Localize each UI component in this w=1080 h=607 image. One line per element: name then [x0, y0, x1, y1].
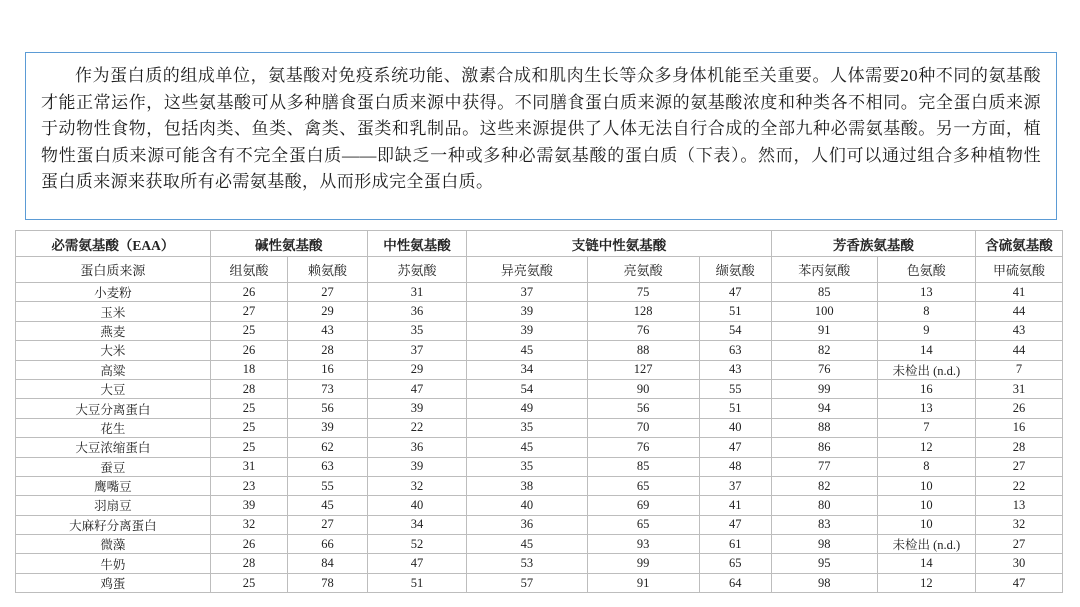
value-cell: 73 — [288, 379, 368, 398]
value-cell: 95 — [771, 554, 877, 573]
value-cell: 63 — [288, 457, 368, 476]
value-cell: 76 — [771, 360, 877, 379]
value-cell: 39 — [467, 302, 587, 321]
table-row — [16, 418, 1063, 437]
value-cell: 25 — [210, 418, 287, 437]
value-cell: 29 — [367, 360, 466, 379]
value-cell: 47 — [699, 283, 771, 302]
value-cell: 35 — [467, 457, 587, 476]
value-cell: 27 — [976, 535, 1063, 554]
value-cell: 51 — [699, 302, 771, 321]
protein-source-cell: 燕麦 — [16, 321, 211, 340]
value-cell: 93 — [587, 535, 699, 554]
table-row — [16, 321, 1063, 340]
value-cell: 45 — [288, 496, 368, 515]
value-cell: 55 — [699, 379, 771, 398]
value-cell: 44 — [976, 302, 1063, 321]
value-cell: 47 — [699, 438, 771, 457]
value-cell: 88 — [771, 418, 877, 437]
value-cell: 78 — [288, 573, 368, 592]
value-cell: 28 — [210, 379, 287, 398]
value-cell: 100 — [771, 302, 877, 321]
table-body — [16, 283, 1063, 593]
column-header-phenylalanine: 苯丙氨酸 — [771, 257, 877, 283]
value-cell: 47 — [699, 515, 771, 534]
value-cell: 49 — [467, 399, 587, 418]
value-cell: 63 — [699, 341, 771, 360]
value-cell: 32 — [367, 476, 466, 495]
value-cell: 43 — [288, 321, 368, 340]
value-cell: 39 — [367, 399, 466, 418]
table-row — [16, 496, 1063, 515]
value-cell: 85 — [771, 283, 877, 302]
value-cell: 88 — [587, 341, 699, 360]
value-cell: 127 — [587, 360, 699, 379]
value-cell: 54 — [467, 379, 587, 398]
value-cell: 27 — [288, 515, 368, 534]
value-cell: 90 — [587, 379, 699, 398]
value-cell: 82 — [771, 476, 877, 495]
table-group-header-row — [16, 231, 1063, 257]
value-cell: 39 — [367, 457, 466, 476]
value-cell: 51 — [699, 399, 771, 418]
value-cell: 85 — [587, 457, 699, 476]
value-cell: 62 — [288, 438, 368, 457]
table-row — [16, 379, 1063, 398]
value-cell: 34 — [367, 515, 466, 534]
value-cell: 66 — [288, 535, 368, 554]
value-cell: 22 — [367, 418, 466, 437]
value-cell: 65 — [699, 554, 771, 573]
value-cell: 16 — [288, 360, 368, 379]
value-cell: 57 — [467, 573, 587, 592]
table-row — [16, 399, 1063, 418]
protein-source-cell: 大麻籽分离蛋白 — [16, 515, 211, 534]
value-cell: 52 — [367, 535, 466, 554]
value-cell: 27 — [210, 302, 287, 321]
value-cell: 7 — [877, 418, 975, 437]
protein-source-cell: 小麦粉 — [16, 283, 211, 302]
value-cell: 51 — [367, 573, 466, 592]
value-cell: 82 — [771, 341, 877, 360]
value-cell: 31 — [976, 379, 1063, 398]
value-cell: 47 — [976, 573, 1063, 592]
table-row — [16, 283, 1063, 302]
table-row — [16, 476, 1063, 495]
value-cell: 56 — [288, 399, 368, 418]
group-header-basic: 碱性氨基酸 — [210, 231, 367, 257]
value-cell: 35 — [367, 321, 466, 340]
value-cell: 64 — [699, 573, 771, 592]
column-header-lysine: 赖氨酸 — [288, 257, 368, 283]
value-cell: 65 — [587, 515, 699, 534]
table-row — [16, 341, 1063, 360]
value-cell: 27 — [288, 283, 368, 302]
value-cell: 65 — [587, 476, 699, 495]
value-cell: 31 — [367, 283, 466, 302]
intro-text-box — [25, 52, 1057, 220]
value-cell: 86 — [771, 438, 877, 457]
value-cell: 36 — [367, 302, 466, 321]
value-cell: 54 — [699, 321, 771, 340]
value-cell: 91 — [587, 573, 699, 592]
value-cell: 23 — [210, 476, 287, 495]
protein-source-cell: 大豆 — [16, 379, 211, 398]
value-cell: 55 — [288, 476, 368, 495]
value-cell: 12 — [877, 438, 975, 457]
column-header-valine: 缬氨酸 — [699, 257, 771, 283]
column-header-methionine: 甲硫氨酸 — [976, 257, 1063, 283]
value-cell: 45 — [467, 535, 587, 554]
value-cell: 16 — [877, 379, 975, 398]
value-cell: 31 — [210, 457, 287, 476]
value-cell: 83 — [771, 515, 877, 534]
value-cell: 128 — [587, 302, 699, 321]
value-cell: 未检出 (n.d.) — [877, 360, 975, 379]
value-cell: 99 — [771, 379, 877, 398]
value-cell: 13 — [877, 399, 975, 418]
group-header-neutral: 中性氨基酸 — [367, 231, 466, 257]
value-cell: 13 — [976, 496, 1063, 515]
protein-source-cell: 玉米 — [16, 302, 211, 321]
value-cell: 13 — [877, 283, 975, 302]
corner-header-cell: 必需氨基酸（EAA） — [16, 231, 211, 257]
value-cell: 80 — [771, 496, 877, 515]
value-cell: 75 — [587, 283, 699, 302]
value-cell: 25 — [210, 321, 287, 340]
value-cell: 47 — [367, 379, 466, 398]
value-cell: 99 — [587, 554, 699, 573]
value-cell: 76 — [587, 321, 699, 340]
value-cell: 9 — [877, 321, 975, 340]
table-row — [16, 302, 1063, 321]
protein-source-cell: 大豆分离蛋白 — [16, 399, 211, 418]
value-cell: 32 — [976, 515, 1063, 534]
value-cell: 25 — [210, 399, 287, 418]
value-cell: 34 — [467, 360, 587, 379]
value-cell: 12 — [877, 573, 975, 592]
value-cell: 28 — [210, 554, 287, 573]
table-row — [16, 573, 1063, 592]
value-cell: 47 — [367, 554, 466, 573]
value-cell: 53 — [467, 554, 587, 573]
value-cell: 84 — [288, 554, 368, 573]
protein-source-cell: 花生 — [16, 418, 211, 437]
value-cell: 28 — [288, 341, 368, 360]
table-row — [16, 360, 1063, 379]
value-cell: 18 — [210, 360, 287, 379]
column-header-leucine: 亮氨酸 — [587, 257, 699, 283]
value-cell: 未检出 (n.d.) — [877, 535, 975, 554]
table-column-header-row — [16, 257, 1063, 283]
protein-source-cell: 羽扇豆 — [16, 496, 211, 515]
value-cell: 41 — [976, 283, 1063, 302]
value-cell: 37 — [467, 283, 587, 302]
column-header-threonine: 苏氨酸 — [367, 257, 466, 283]
value-cell: 10 — [877, 515, 975, 534]
protein-source-cell: 大米 — [16, 341, 211, 360]
group-header-aromatic: 芳香族氨基酸 — [771, 231, 975, 257]
group-header-branched-chain: 支链中性氨基酸 — [467, 231, 772, 257]
value-cell: 76 — [587, 438, 699, 457]
table-row — [16, 515, 1063, 534]
protein-source-cell: 鹰嘴豆 — [16, 476, 211, 495]
value-cell: 27 — [976, 457, 1063, 476]
value-cell: 8 — [877, 457, 975, 476]
value-cell: 10 — [877, 496, 975, 515]
value-cell: 98 — [771, 573, 877, 592]
value-cell: 69 — [587, 496, 699, 515]
value-cell: 10 — [877, 476, 975, 495]
value-cell: 36 — [467, 515, 587, 534]
value-cell: 91 — [771, 321, 877, 340]
value-cell: 29 — [288, 302, 368, 321]
value-cell: 40 — [699, 418, 771, 437]
intro-paragraph: 作为蛋白质的组成单位，氨基酸对免疫系统功能、激素合成和肌肉生长等众多身体机能至关重要。人体需要20种不同的氨基酸才能正常运作，这些氨基酸可从多种膳食蛋白质来源中获得。不同膳食蛋白质来源的氨基酸浓度和种类各不相同。完全蛋白质来源于动物性食物，包括肉类、鱼类、禽类、蛋类和乳制品。这些来源提供了人体无法自行合成的全部九种必需氨基酸。另一方面，植物性蛋白质来源可能含有不完全蛋白质——即缺乏一种或多种必需氨基酸的蛋白质（下表）。然而，人们可以通过组合多种植物性蛋白质来源来获取所有必需氨基酸，从而形成完全蛋白质。 — [41, 66, 1041, 191]
value-cell: 39 — [467, 321, 587, 340]
protein-source-cell: 大豆浓缩蛋白 — [16, 438, 211, 457]
value-cell: 8 — [877, 302, 975, 321]
protein-source-cell: 蚕豆 — [16, 457, 211, 476]
value-cell: 7 — [976, 360, 1063, 379]
value-cell: 39 — [210, 496, 287, 515]
table-row — [16, 457, 1063, 476]
table-row — [16, 438, 1063, 457]
table-row — [16, 554, 1063, 573]
value-cell: 39 — [288, 418, 368, 437]
value-cell: 70 — [587, 418, 699, 437]
value-cell: 98 — [771, 535, 877, 554]
protein-source-cell: 微藻 — [16, 535, 211, 554]
column-header-histidine: 组氨酸 — [210, 257, 287, 283]
table-row — [16, 535, 1063, 554]
group-header-sulfur: 含硫氨基酸 — [976, 231, 1063, 257]
value-cell: 56 — [587, 399, 699, 418]
amino-acid-table — [15, 230, 1063, 593]
value-cell: 25 — [210, 438, 287, 457]
value-cell: 26 — [210, 341, 287, 360]
protein-source-cell: 牛奶 — [16, 554, 211, 573]
value-cell: 43 — [699, 360, 771, 379]
value-cell: 14 — [877, 554, 975, 573]
value-cell: 35 — [467, 418, 587, 437]
value-cell: 45 — [467, 341, 587, 360]
value-cell: 28 — [976, 438, 1063, 457]
protein-source-cell: 高粱 — [16, 360, 211, 379]
value-cell: 22 — [976, 476, 1063, 495]
value-cell: 45 — [467, 438, 587, 457]
value-cell: 40 — [467, 496, 587, 515]
value-cell: 37 — [699, 476, 771, 495]
value-cell: 94 — [771, 399, 877, 418]
value-cell: 41 — [699, 496, 771, 515]
value-cell: 25 — [210, 573, 287, 592]
value-cell: 43 — [976, 321, 1063, 340]
value-cell: 48 — [699, 457, 771, 476]
value-cell: 40 — [367, 496, 466, 515]
value-cell: 77 — [771, 457, 877, 476]
protein-source-cell: 鸡蛋 — [16, 573, 211, 592]
value-cell: 26 — [210, 535, 287, 554]
value-cell: 14 — [877, 341, 975, 360]
value-cell: 30 — [976, 554, 1063, 573]
value-cell: 37 — [367, 341, 466, 360]
value-cell: 16 — [976, 418, 1063, 437]
value-cell: 38 — [467, 476, 587, 495]
value-cell: 44 — [976, 341, 1063, 360]
value-cell: 26 — [210, 283, 287, 302]
column-header-tryptophan: 色氨酸 — [877, 257, 975, 283]
column-header-isoleucine: 异亮氨酸 — [467, 257, 587, 283]
value-cell: 61 — [699, 535, 771, 554]
value-cell: 26 — [976, 399, 1063, 418]
row-header-label-cell: 蛋白质来源 — [16, 257, 211, 283]
value-cell: 36 — [367, 438, 466, 457]
value-cell: 32 — [210, 515, 287, 534]
